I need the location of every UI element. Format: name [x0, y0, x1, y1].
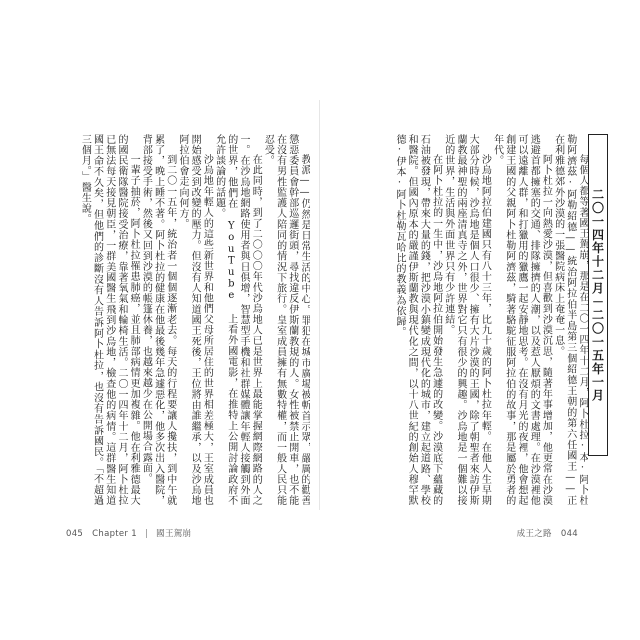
paragraph: 教派——仍然是日常生活的中心。罪犯在城市廣場被斬首示眾，嚴厲的勸善懲惡委員會幹部巡邏街頭，尋找違反伊斯蘭教規的人。女性被禁止開車，也不能在沒有男性監護人陪同的情況下旅行。皇室成員擁有無數特權，而一般人民只能忍受。 — [262, 134, 310, 506]
right-page-text — [378, 134, 588, 506]
left-page — [40, 134, 310, 506]
chapter-label: Chapter 1 — [92, 529, 137, 539]
page-gutter — [319, 100, 320, 510]
paragraph: 到二〇一五年，統治者一個個逐漸老去。每天的行程要讓人攙扶，到中午就累了，晚上睡不著。阿卜杜拉的健康在他最後幾年急遽惡化，他多次出入醫院，背部接受手術，然後又回到沙漠的帳篷休養，也越來越少在公開場合露面。 — [140, 134, 176, 506]
left-page-text — [40, 134, 310, 506]
paragraph: 沙烏地阿拉伯建國只有八十三年，比九十歲的阿卜杜拉年輕。在他人生早期大部分時候，沙烏地是個人口很少、擁有大片沙漠的王國，除了朝聖者來訪伊斯蘭教最神聖的兩座清真寺之外，世界對它只有很少的興趣。沙烏地是一個難以接近的世界，生活與外面世界只有少許連結。 — [442, 134, 491, 506]
right-page-footer — [517, 527, 584, 539]
paragraph: 在阿卜杜拉的一生中，沙烏地阿拉伯開始發生急遽的改變。沙漠底下蘊藏的石油被發現，帶來大量的錢，把沙漠小鎮變成現代化的城市，建立起道路、學校和醫院。但國內原本的嚴謹伊斯蘭教與現代化之間，以十八世紀的創始人穆罕默德·伊本·阿卜杜勒瓦哈比的教義為依歸。 — [393, 134, 442, 506]
page-number: 044 — [560, 529, 578, 539]
chapter-title: 國王駕崩 — [156, 529, 192, 539]
paragraph: 一輩子抽菸，阿卜杜拉罹患肺癌，並且肺部病情更加複雜。他在利雅德最大的國民衛隊醫院接受治療，靠著氧氣和輪椅生活。二〇一四年十二月，阿卜杜拉已無法每天接見朝臣，一群美國醫生飛到沙烏地，檢查他的病情。這群醫生知道國王命不久矣，但他們的診斷沒有人告訴阿卜杜拉，也沒有告訴國民。「不超過三個月。」醫生說。 — [79, 134, 140, 506]
chapter-date-title: 二〇一四年十二月－二〇一五年一月 — [590, 187, 605, 403]
left-page-footer — [60, 527, 191, 539]
paragraph: 沙烏地年輕人的這些新世界和他們父母所居住的世界相差極大，王室成員也開始感受到改變的壓力。但沒有人知道國王死後，王位將由誰繼承，以及沙烏地阿拉伯會走向何方。 — [176, 134, 213, 506]
chapter-date-heading — [588, 134, 608, 456]
page-number: 045 — [66, 529, 84, 539]
book-title: 成王之路 — [516, 529, 552, 539]
footer-separator: | — [144, 529, 149, 539]
paragraph: 阿卜杜拉一向熱愛沙漠，但喜歡到沙漠沉思，隨著年事增加，他更常在沙漠逃避首都擁塞的交通、排隊擁擠的人潮，以及惹人厭煩的文書處理。在沙漠裡他可以遠離人群，和打獵用的獵鷹一起安靜地思考。在沒有月光的夜裡，他會想起創建王國的父親阿卜杜勒阿濟茲，騎著駱駝征服阿拉伯的故事，那是屬於勇者的年代。 — [491, 134, 552, 506]
paragraph: 在此同時，到了二〇〇〇年代沙烏地人已是世界上最能掌握網際網路的人之一。在沙烏地網路使用者與日俱增，智慧型手機和社群媒體讓年輕人接觸到外面的世界，他們在 YouTube 上看外國電影，在推特上公開討論政府不允許談論的話題。 — [213, 134, 262, 506]
right-page — [332, 134, 588, 506]
paragraph: 每個人都等著國王駕崩，那是在二〇一四年十二月，阿卜杜拉·本·阿卜杜勒阿濟茲·阿勒紹德——統治阿拉伯半島第三個紹德王朝的第六任國王——正在利雅德郊外沙漠的一張醫院病床上奄奄一息。 — [552, 134, 588, 506]
